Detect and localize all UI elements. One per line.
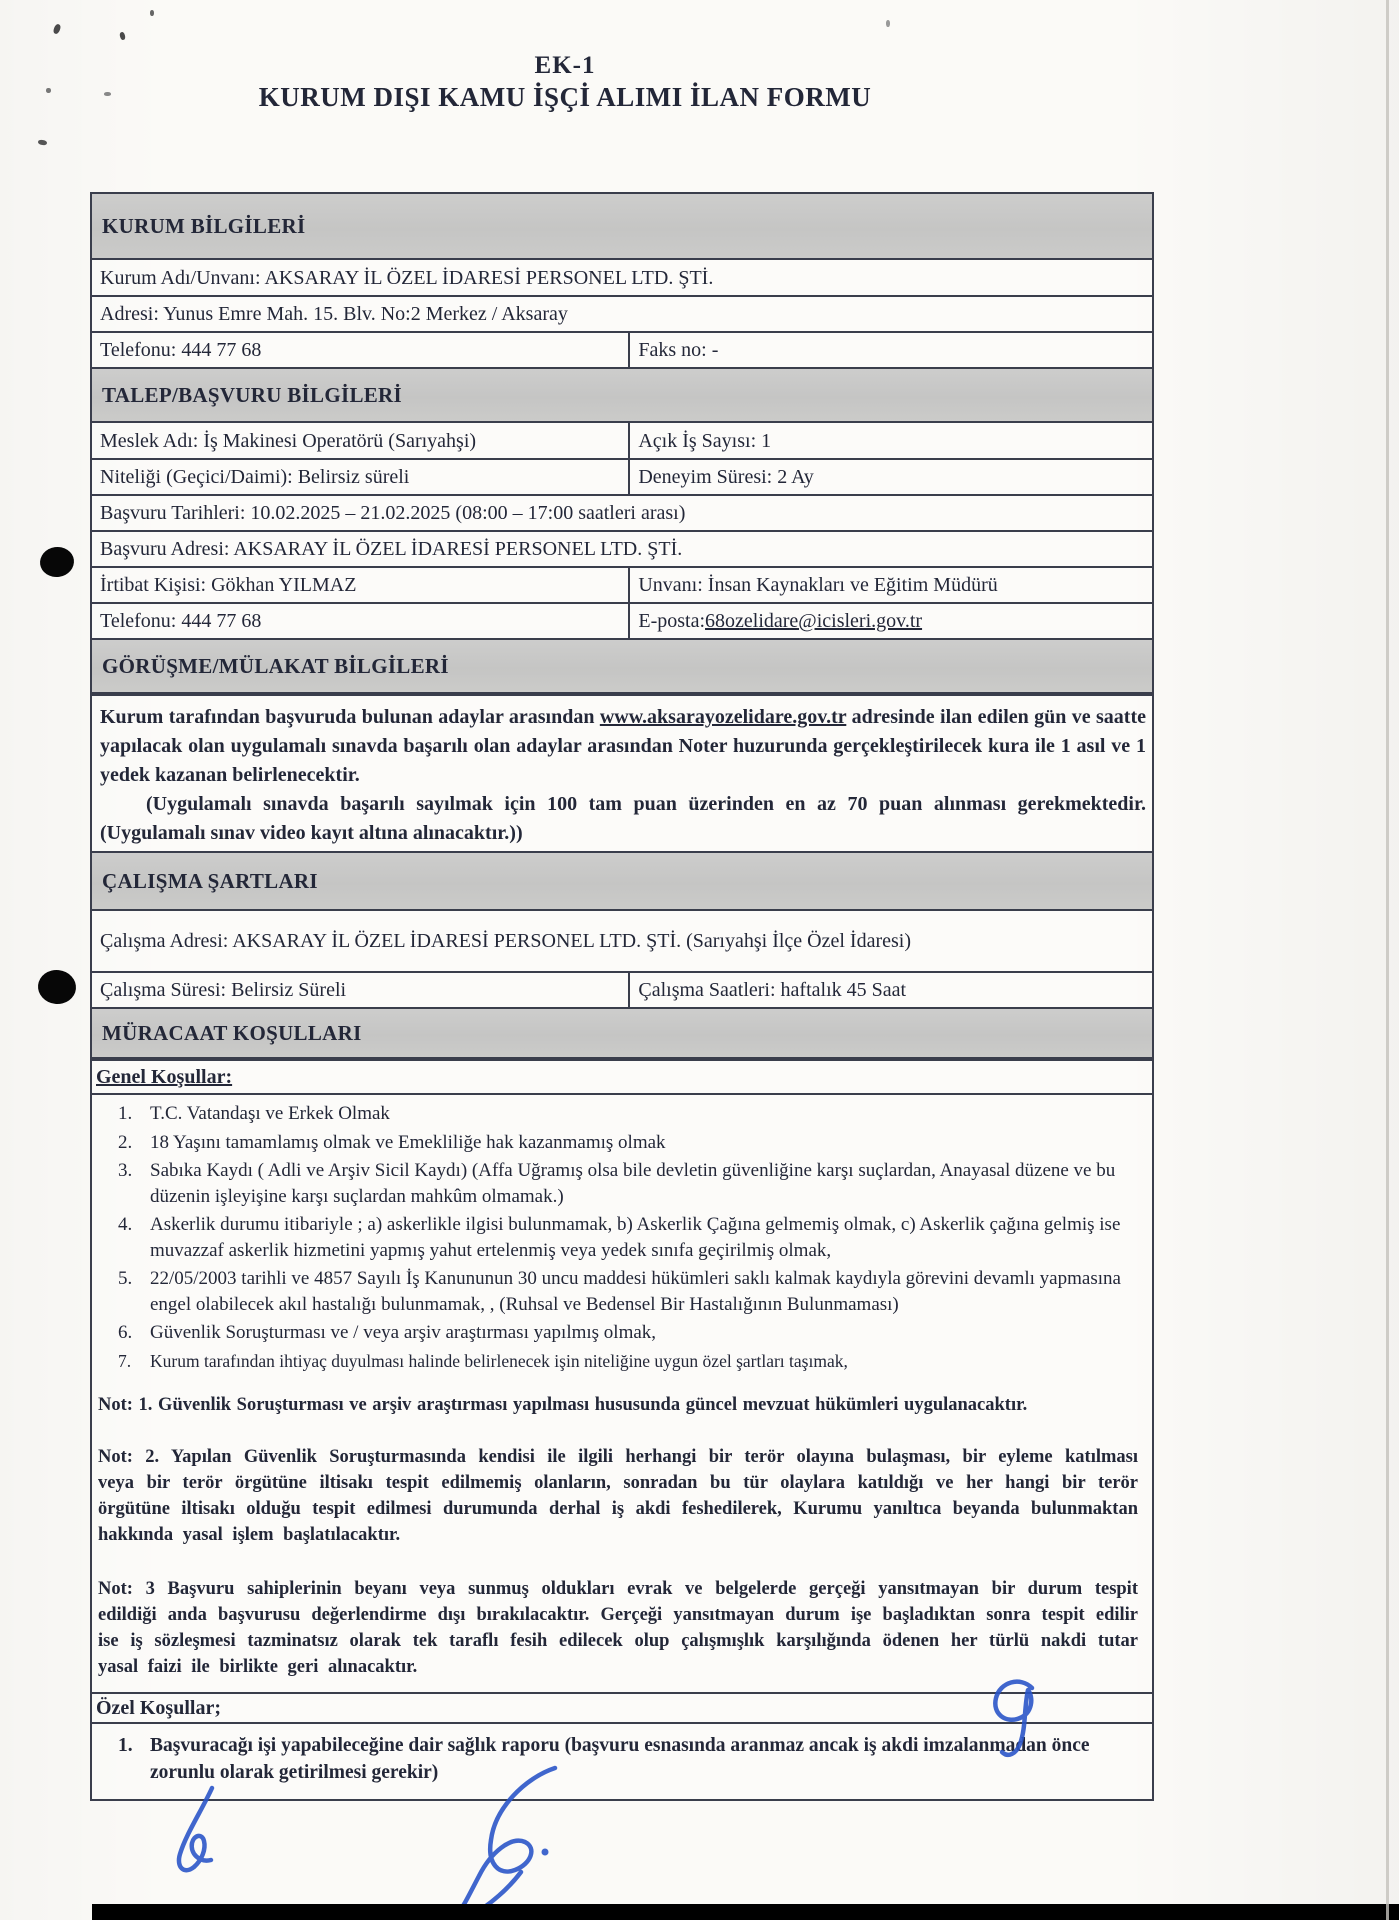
form-code: EK-1 [534,52,596,79]
section-header-talep-basvuru: TALEP/BAŞVURU BİLGİLERİ [92,367,1152,423]
genel-kosul-item: Kurum tarafından ihtiyaç duyulması halinde belirlenecek işin niteliğine uygun özel şartları taşımak, [150,1350,848,1371]
form-table [90,192,1154,1801]
scan-speck [52,23,61,35]
gorusme-paragraph [92,694,1152,851]
field-basvuru-adresi: Başvuru Adresi: AKSARAY İL ÖZEL İDARESİ PERSONEL LTD. ŞTİ. [92,530,1152,566]
scan-speck [46,88,51,93]
field-calisma-saatleri: Çalışma Saatleri: haftalık 45 Saat [628,973,1152,1007]
section-header-kurum-bilgileri: KURUM BİLGİLERİ [92,194,1152,260]
row-meslek-acikis [92,423,1152,458]
ozel-kosullar-header-row: Özel Koşullar; [92,1692,1152,1724]
field-faks: Faks no: - [628,333,1152,367]
hole-punch-mark [38,545,76,579]
genel-kosul-item: Sabıka Kaydı ( Adli ve Arşiv Sicil Kaydı) (Affa Uğramış olsa bile devletin güvenliğine karşı suçlardan, Anayasal düzene ve bu düzenin işleyişine karşı suçlardan mahkûm olmamak.) [150,1160,1116,1207]
note-3: Not: 3 Başvuru sahiplerinin beyanı veya sunmuş oldukları evrak ve belgelerde gerçeği yansıtmayan bir durum tespit edildiği anda başvurusu değerlendirme dışı bırakılacaktır. Gerçeği yansıtmayan durum işe başladıktan sonra tespit edilir ise iş sözleşmesi tazminatsız olarak tek taraflı fesih edilecek olup çalışmışlık karşılığında ödenen her türlü nakdi tutar yasal faizi ile birlikte geri alınacaktır. [98,1579,1138,1677]
scan-edge-shadow [1386,0,1389,1920]
eposta-label: E-posta: [638,610,706,632]
row-niteligi-deneyim [92,458,1152,494]
page-title: KURUM DIŞI KAMU İŞÇİ ALIMI İLAN FORMU [258,82,872,112]
scan-speck [104,92,111,96]
genel-kosullar-header-row [92,1059,1152,1093]
gorusme-paragraph-1 [100,703,1146,790]
genel-kosullar-list [92,1101,1142,1374]
document-title-block [0,52,1130,113]
genel-kosul-item: 22/05/2003 tarihli ve 4857 Sayılı İş Kanununun 30 uncu maddesi hükümleri saklı kalmak kaydıyla görevini devamlı yapmasına engel olabilecek akıl hastalığı bulunmamak, , (Ruhsal ve Bedensel Bir Hastalığının Bulunmaması) [150,1268,1121,1315]
muracaat-content [92,1093,1152,1688]
eposta-address: 68ozelidare@icisleri.gov.tr [705,610,923,632]
scan-speck [886,20,890,27]
ozel-kosul-item: Başvuracağı işi yapabileceğine dair sağlık raporu (başvuru esnasında aranmaz ancak iş akdi imzalanmadan önce zorunlu olarak getirilmesi gerekir) [150,1735,1090,1783]
note-2: Not: 2. Yapılan Güvenlik Soruşturmasında kendisi ile ilgili herhangi bir terör olayına bulaşması, bir eyleme katılması veya bir terör örgütüne iltisakı tespit edilmemiş olanların, sonradan bu tür olaylara katıldığı ve her hangi bir terör örgütüne iltisakı olduğu tespit edilmesi durumunda derhal iş akdi feshedilerek, Kurumu yanıltıca beyanda bulunmaktan hakkında yasal işlem başlatılacaktır. [98,1447,1138,1545]
signature-ink-center [425,1760,595,1920]
scan-speck [150,10,154,16]
field-niteligi: Niteliği (Geçici/Daimi): Belirsiz süreli [100,466,410,488]
gorusme-text-before: Kurum tarafından başvuruda bulunan adaylar arasından [100,706,600,728]
field-telefonu-2: Telefonu: 444 77 68 [100,610,262,632]
field-unvani: Unvanı: İnsan Kaynakları ve Eğitim Müdürü [628,568,1152,602]
field-basvuru-tarihleri: Başvuru Tarihleri: 10.02.2025 – 21.02.2025 (08:00 – 17:00 saatleri arası) [92,494,1152,530]
field-eposta [628,604,1152,638]
field-adresi: Adresi: Yunus Emre Mah. 15. Blv. No:2 Merkez / Aksaray [92,295,1152,331]
scan-edge-bar [92,1904,1399,1920]
field-calisma-adresi: Çalışma Adresi: AKSARAY İL ÖZEL İDARESİ PERSONEL LTD. ŞTİ. (Sarıyahşi İlçe Özel İdaresi) [100,930,912,952]
scan-speck [38,139,48,145]
signature-ink-left [150,1782,250,1887]
gorusme-paragraph-2: (Uygulamalı sınavda başarılı sayılmak için 100 tam puan üzerinden en az 70 puan alınması gerekmektedir. (Uygulamalı sınav video kayıt altına alınacaktır.)) [100,793,1146,844]
row-irtibat-unvan [92,566,1152,602]
row-telefon-faks [92,331,1152,367]
genel-kosullar-title: Genel Koşullar: [96,1065,233,1088]
note-1: Not: 1. Güvenlik Soruşturması ve arşiv araştırması yapılması hususunda güncel mevzuat hükümleri uygulanacaktır. [98,1395,1028,1415]
genel-kosul-item: T.C. Vatandaşı ve Erkek Olmak [150,1103,390,1124]
section-header-calisma-sartlari: ÇALIŞMA ŞARTLARI [92,851,1152,911]
signature-ink-right [980,1668,1070,1763]
field-kurum-adi: Kurum Adı/Unvanı: AKSARAY İL ÖZEL İDARESİ PERSONEL LTD. ŞTİ. [100,266,714,289]
website-link: www.aksarayozelidare.gov.tr [599,706,847,728]
section-header-gorusme-mulakat: GÖRÜŞME/MÜLAKAT BİLGİLERİ [92,638,1152,694]
field-telefonu: Telefonu: 444 77 68 [100,339,262,361]
field-deneyim-suresi: Deneyim Süresi: 2 Ay [628,460,1152,494]
genel-kosul-item: Güvenlik Soruşturması ve / veya arşiv araştırması yapılmış olmak, [150,1322,657,1343]
row-calisma-suresi-saatleri [92,971,1152,1007]
hole-punch-mark [36,968,77,1006]
field-meslek-adi: Meslek Adı: İş Makinesi Operatörü (Sarıyahşi) [100,429,477,452]
field-acik-is-sayisi: Açık İş Sayısı: 1 [628,423,1152,458]
field-calisma-suresi: Çalışma Süresi: Belirsiz Süreli [100,979,347,1001]
section-header-muracaat-kosullari: MÜRACAAT KOŞULLARI [92,1007,1152,1059]
gorusme-text-after: adresinde ilan edilen gün ve saatte yapılacak olan uygulamalı sınavda başarılı olan adaylar arasından Noter huzurunda gerçekleştirilecek kura ile 1 asıl ve 1 yedek kazanan belirlenecektir. [100,706,1146,786]
scan-speck [119,31,126,40]
genel-kosul-item: Askerlik durumu itibariyle ; a) askerlikle ilgisi bulunmamak, b) Askerlik Çağına gelmemiş olmak, c) Askerlik çağına gelmiş ise muvazzaf askerlik hizmetini yapmış yahut ertelenmiş veya yedek sınıfa geçirilmiş olmak, [150,1214,1121,1261]
field-irtibat-kisisi: İrtibat Kişisi: Gökhan YILMAZ [100,574,357,596]
genel-kosul-item: 18 Yaşını tamamlamış olmak ve Emekliliğe hak kazanmamış olmak [150,1131,666,1153]
row-telefon-eposta [92,602,1152,638]
